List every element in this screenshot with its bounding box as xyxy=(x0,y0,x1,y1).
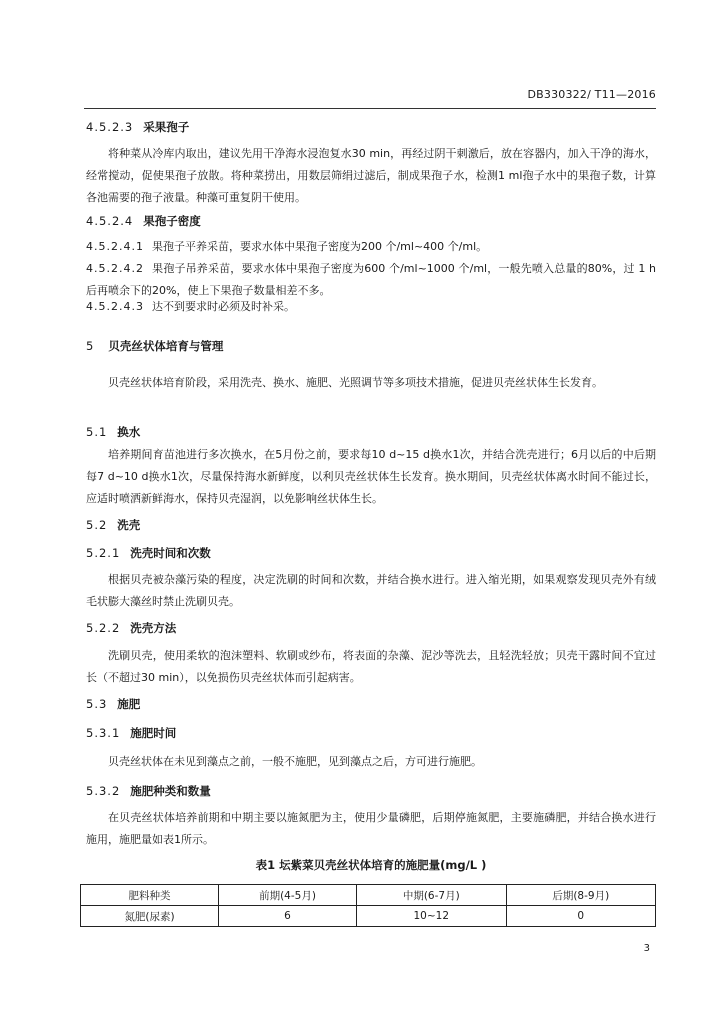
heading-number: 4.5.2.4 xyxy=(86,214,134,228)
heading-title: 施肥 xyxy=(117,697,141,711)
table-header-cell: 中期(6-7月) xyxy=(357,885,507,906)
heading-5-2-1 xyxy=(86,545,656,561)
table-row xyxy=(81,906,656,927)
table-cell: 6 xyxy=(219,906,357,927)
item-text: 达不到要求时必须及时补采。 xyxy=(151,300,295,313)
heading-number: 5 xyxy=(86,339,95,353)
paragraph-5-2-1: 根据贝壳被杂藻污染的程度，决定洗刷的时间和次数，并结合换水进行。进入缩光期，如果观察发现贝壳外有绒毛状膨大藻丝时禁止洗刷贝壳。 xyxy=(86,573,656,608)
paragraph-5: 贝壳丝状体培育阶段，采用洗壳、换水、施肥、光照调节等多项技术措施，促进贝壳丝状体生长发育。 xyxy=(108,376,603,389)
table-caption: 表1 坛紫菜贝壳丝状体培育的施肥量(mg/L ) xyxy=(255,858,487,872)
heading-number: 5.2.1 xyxy=(86,546,121,560)
page-number: 3 xyxy=(643,943,650,954)
heading-title: 采果孢子 xyxy=(143,120,190,134)
paragraph-5-3-2: 在贝壳丝状体培养前期和中期主要以施氮肥为主，使用少量磷肥，后期停施氮肥，主要施磷肥，并结合换水进行施用，施肥量如表1所示。 xyxy=(86,811,656,846)
heading-title: 贝壳丝状体培育与管理 xyxy=(108,339,224,353)
table-header-cell: 肥料种类 xyxy=(81,885,219,906)
table-header-row xyxy=(81,885,656,906)
paragraph-5-1: 培养期间育苗池进行多次换水，在5月份之前，要求每10 d~15 d换水1次，并结合洗壳进行；6月以后的中后期每7 d~10 d换水1次，尽量保持海水新鲜度，以利贝壳丝状体生长发育。换水期间，贝壳丝状体离水时间不能过长，应适时喷洒新鲜海水，保持贝壳湿润，以免影响丝状体生长。 xyxy=(86,448,656,505)
heading-5-1 xyxy=(86,424,656,440)
item-4-5-2-4-3 xyxy=(86,296,656,318)
item-number: 4.5.2.4.2 xyxy=(86,262,144,275)
item-number: 4.5.2.4.1 xyxy=(86,240,144,253)
item-4-5-2-4-1 xyxy=(86,236,656,258)
heading-number: 5.3.2 xyxy=(86,784,121,798)
table-header-cell: 前期(4-5月) xyxy=(219,885,357,906)
heading-5 xyxy=(86,338,656,354)
table-cell: 10~12 xyxy=(357,906,507,927)
heading-number: 5.3 xyxy=(86,697,108,711)
heading-title: 洗壳 xyxy=(117,518,141,532)
heading-title: 施肥种类和数量 xyxy=(130,784,211,798)
heading-5-2-2 xyxy=(86,620,656,636)
heading-number: 5.3.1 xyxy=(86,726,121,740)
table-cell: 0 xyxy=(506,906,656,927)
item-text: 果孢子平养采苗，要求水体中果孢子密度为200 个/ml~400 个/ml。 xyxy=(151,240,488,253)
paragraph-4-5-2-3: 将种菜从冷库内取出，建议先用干净海水浸泡复水30 min，再经过阴干刺激后，放在容器内，加入干净的海水，经常搅动，促使果孢子放散。将种菜捞出，用数层筛绢过滤后，制成果孢子水，检测1 ml孢子水中的果孢子数，计算各池需要的孢子液量。种藻可重复阴干使用。 xyxy=(86,147,656,204)
heading-5-2 xyxy=(86,517,656,533)
heading-number: 5.2.2 xyxy=(86,621,121,635)
heading-title: 洗壳方法 xyxy=(130,621,177,635)
item-text: 果孢子吊养采苗，要求水体中果孢子密度为600 个/ml~1000 个/ml，一般先喷入总量的80%，过 1 h后再喷余下的20%，使上下果孢子数量相差不多。 xyxy=(86,262,656,297)
fertilizer-table xyxy=(80,884,656,927)
heading-5-3 xyxy=(86,696,656,712)
item-number: 4.5.2.4.3 xyxy=(86,300,144,313)
heading-title: 果孢子密度 xyxy=(143,214,201,228)
heading-5-3-1 xyxy=(86,725,656,741)
document-code: DB330322/ T11—2016 xyxy=(527,88,656,101)
heading-title: 施肥时间 xyxy=(130,726,177,740)
header-rule xyxy=(84,108,656,109)
paragraph-5-2-2: 洗刷贝壳，使用柔软的泡沫塑料、软刷或纱布，将表面的杂藻、泥沙等洗去，且轻洗轻放；贝壳干露时间不宜过长（不超过30 min），以免损伤贝壳丝状体而引起病害。 xyxy=(86,649,656,684)
heading-number: 5.2 xyxy=(86,518,108,532)
heading-4-5-2-3 xyxy=(86,119,656,135)
heading-title: 洗壳时间和次数 xyxy=(130,546,211,560)
table-header-cell: 后期(8-9月) xyxy=(506,885,656,906)
heading-title: 换水 xyxy=(117,425,141,439)
heading-5-3-2 xyxy=(86,783,656,799)
heading-4-5-2-4 xyxy=(86,213,656,229)
table-cell: 氮肥(尿素) xyxy=(81,906,219,927)
paragraph-5-3-1: 贝壳丝状体在未见到藻点之前，一般不施肥，见到藻点之后，方可进行施肥。 xyxy=(108,755,482,768)
heading-number: 4.5.2.3 xyxy=(86,120,134,134)
heading-number: 5.1 xyxy=(86,425,108,439)
